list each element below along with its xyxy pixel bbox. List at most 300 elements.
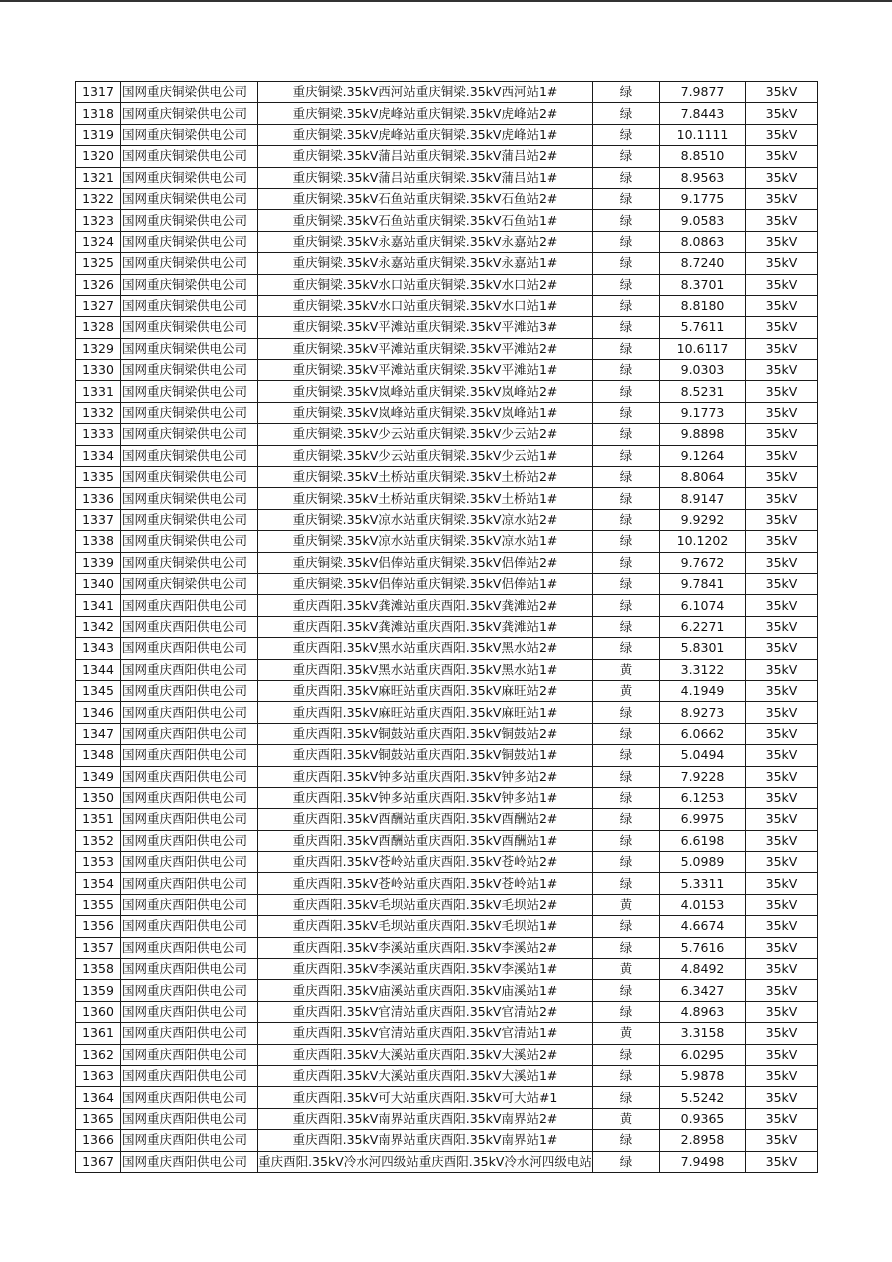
cell-voltage: 35kV — [746, 659, 818, 680]
cell-voltage: 35kV — [746, 231, 818, 252]
station-name-text: 重庆铜梁.35kV凉水站重庆铜梁.35kV凉水站2# — [292, 512, 558, 527]
table-row — [76, 1108, 818, 1129]
table-row — [76, 1023, 818, 1044]
table-row — [76, 124, 818, 145]
table-row — [76, 402, 818, 423]
cell-alert-level: 绿 — [593, 488, 660, 509]
cell-company: 国网重庆铜梁供电公司 — [121, 338, 258, 359]
cell-serial-no: 1331 — [76, 381, 121, 402]
cell-station — [258, 1087, 593, 1108]
cell-voltage: 35kV — [746, 595, 818, 616]
cell-station — [258, 338, 593, 359]
cell-value: 3.3158 — [660, 1023, 746, 1044]
cell-alert-level: 绿 — [593, 809, 660, 830]
cell-serial-no: 1338 — [76, 531, 121, 552]
cell-alert-level: 黄 — [593, 680, 660, 701]
cell-company: 国网重庆酉阳供电公司 — [121, 616, 258, 637]
cell-alert-level: 绿 — [593, 338, 660, 359]
cell-company: 国网重庆铜梁供电公司 — [121, 146, 258, 167]
cell-station — [258, 1001, 593, 1022]
cell-station — [258, 103, 593, 124]
cell-voltage: 35kV — [746, 894, 818, 915]
cell-company: 国网重庆铜梁供电公司 — [121, 467, 258, 488]
cell-company: 国网重庆酉阳供电公司 — [121, 980, 258, 1001]
cell-voltage: 35kV — [746, 702, 818, 723]
cell-serial-no: 1367 — [76, 1151, 121, 1172]
cell-value: 5.3311 — [660, 873, 746, 894]
cell-voltage: 35kV — [746, 852, 818, 873]
cell-company: 国网重庆酉阳供电公司 — [121, 809, 258, 830]
cell-value: 5.7616 — [660, 937, 746, 958]
station-name-text: 重庆铜梁.35kV永嘉站重庆铜梁.35kV永嘉站2# — [292, 233, 558, 249]
station-name-text: 重庆酉阳.35kV可大站重庆酉阳.35kV可大站#1 — [292, 1089, 558, 1105]
cell-company: 国网重庆铜梁供电公司 — [121, 231, 258, 252]
cell-company: 国网重庆酉阳供电公司 — [121, 959, 258, 980]
table-row — [76, 787, 818, 808]
cell-station — [258, 723, 593, 744]
cell-voltage: 35kV — [746, 1044, 818, 1065]
station-name-text: 重庆铜梁.35kV少云站重庆铜梁.35kV少云站2# — [292, 426, 558, 442]
cell-company: 国网重庆酉阳供电公司 — [121, 1151, 258, 1172]
cell-serial-no: 1328 — [76, 317, 121, 338]
cell-station — [258, 937, 593, 958]
cell-voltage: 35kV — [746, 937, 818, 958]
station-name-text: 重庆酉阳.35kV龚滩站重庆酉阳.35kV龚滩站2# — [292, 597, 558, 613]
cell-serial-no: 1326 — [76, 274, 121, 295]
cell-value: 4.1949 — [660, 680, 746, 701]
cell-station — [258, 1108, 593, 1129]
cell-serial-no: 1334 — [76, 445, 121, 466]
station-name-text: 重庆铜梁.35kV土桥站重庆铜梁.35kV土桥站1# — [292, 490, 558, 506]
cell-value: 5.0989 — [660, 852, 746, 873]
cell-company: 国网重庆酉阳供电公司 — [121, 1087, 258, 1108]
cell-company: 国网重庆酉阳供电公司 — [121, 638, 258, 659]
cell-station — [258, 274, 593, 295]
cell-alert-level: 绿 — [593, 445, 660, 466]
table-row — [76, 616, 818, 637]
cell-serial-no: 1350 — [76, 787, 121, 808]
cell-voltage: 35kV — [746, 488, 818, 509]
cell-station — [258, 809, 593, 830]
station-name-text: 重庆酉阳.35kV钟多站重庆酉阳.35kV钟多站1# — [292, 790, 558, 806]
cell-voltage: 35kV — [746, 809, 818, 830]
cell-station — [258, 531, 593, 552]
table-row — [76, 766, 818, 787]
cell-company: 国网重庆铜梁供电公司 — [121, 509, 258, 530]
cell-serial-no: 1341 — [76, 595, 121, 616]
cell-voltage: 35kV — [746, 1001, 818, 1022]
cell-voltage: 35kV — [746, 381, 818, 402]
station-name-text: 重庆铜梁.35kV水口站重庆铜梁.35kV水口站2# — [292, 276, 558, 292]
cell-company: 国网重庆酉阳供电公司 — [121, 852, 258, 873]
cell-value: 8.3701 — [660, 274, 746, 295]
cell-alert-level: 绿 — [593, 1087, 660, 1108]
cell-company: 国网重庆铜梁供电公司 — [121, 531, 258, 552]
cell-alert-level: 绿 — [593, 766, 660, 787]
station-name-text: 重庆酉阳.35kV大溪站重庆酉阳.35kV大溪站1# — [292, 1068, 558, 1084]
table-row — [76, 1001, 818, 1022]
cell-serial-no: 1351 — [76, 809, 121, 830]
cell-serial-no: 1335 — [76, 467, 121, 488]
cell-voltage: 35kV — [746, 424, 818, 445]
cell-station — [258, 146, 593, 167]
cell-serial-no: 1364 — [76, 1087, 121, 1108]
cell-company: 国网重庆酉阳供电公司 — [121, 830, 258, 851]
table-row — [76, 809, 818, 830]
cell-voltage: 35kV — [746, 723, 818, 744]
cell-value: 4.0153 — [660, 894, 746, 915]
cell-voltage: 35kV — [746, 531, 818, 552]
table-row — [76, 702, 818, 723]
cell-alert-level: 绿 — [593, 916, 660, 937]
station-name-text: 重庆铜梁.35kV土桥站重庆铜梁.35kV土桥站2# — [292, 469, 558, 485]
cell-company: 国网重庆酉阳供电公司 — [121, 659, 258, 680]
cell-alert-level: 黄 — [593, 1108, 660, 1129]
cell-company: 国网重庆酉阳供电公司 — [121, 1044, 258, 1065]
cell-serial-no: 1354 — [76, 873, 121, 894]
cell-station — [258, 638, 593, 659]
cell-company: 国网重庆铜梁供电公司 — [121, 573, 258, 594]
station-name-text: 重庆酉阳.35kV铜鼓站重庆酉阳.35kV铜鼓站1# — [292, 747, 558, 763]
table-row — [76, 253, 818, 274]
cell-value: 6.9975 — [660, 809, 746, 830]
cell-company: 国网重庆酉阳供电公司 — [121, 937, 258, 958]
cell-serial-no: 1349 — [76, 766, 121, 787]
cell-station — [258, 82, 593, 103]
cell-company: 国网重庆铜梁供电公司 — [121, 381, 258, 402]
cell-alert-level: 绿 — [593, 231, 660, 252]
station-name-text: 重庆铜梁.35kV蒲吕站重庆铜梁.35kV蒲吕站1# — [292, 169, 558, 185]
station-name-text: 重庆酉阳.35kV南界站重庆酉阳.35kV南界站2# — [292, 1110, 558, 1126]
cell-value: 8.9147 — [660, 488, 746, 509]
cell-value: 5.9878 — [660, 1065, 746, 1086]
cell-value: 9.0583 — [660, 210, 746, 231]
table-row — [76, 295, 818, 316]
cell-voltage: 35kV — [746, 338, 818, 359]
station-name-text: 重庆酉阳.35kV麻旺站重庆酉阳.35kV麻旺站2# — [292, 683, 558, 699]
cell-value: 7.8443 — [660, 103, 746, 124]
cell-serial-no: 1356 — [76, 916, 121, 937]
cell-alert-level: 绿 — [593, 167, 660, 188]
cell-station — [258, 980, 593, 1001]
cell-company: 国网重庆铜梁供电公司 — [121, 210, 258, 231]
station-name-text: 重庆铜梁.35kV少云站重庆铜梁.35kV少云站1# — [292, 447, 558, 463]
cell-voltage: 35kV — [746, 317, 818, 338]
table-row — [76, 488, 818, 509]
cell-station — [258, 659, 593, 680]
station-name-text: 重庆酉阳.35kV官清站重庆酉阳.35kV官清站2# — [292, 1003, 558, 1019]
cell-serial-no: 1346 — [76, 702, 121, 723]
cell-voltage: 35kV — [746, 680, 818, 701]
table-row — [76, 531, 818, 552]
station-name-text: 重庆酉阳.35kV毛坝站重庆酉阳.35kV毛坝站2# — [292, 897, 558, 913]
cell-station — [258, 894, 593, 915]
station-name-text: 重庆酉阳.35kV庙溪站重庆酉阳.35kV庙溪站1# — [292, 982, 558, 998]
cell-station — [258, 766, 593, 787]
cell-serial-no: 1360 — [76, 1001, 121, 1022]
cell-value: 9.1775 — [660, 188, 746, 209]
table-row — [76, 274, 818, 295]
cell-station — [258, 830, 593, 851]
cell-voltage: 35kV — [746, 616, 818, 637]
table-row — [76, 317, 818, 338]
cell-station — [258, 745, 593, 766]
table-row — [76, 210, 818, 231]
cell-alert-level: 绿 — [593, 124, 660, 145]
table-row — [76, 959, 818, 980]
cell-alert-level: 绿 — [593, 1130, 660, 1151]
cell-serial-no: 1319 — [76, 124, 121, 145]
station-name-text: 重庆酉阳.35kV麻旺站重庆酉阳.35kV麻旺站1# — [292, 704, 558, 720]
cell-value: 4.6674 — [660, 916, 746, 937]
station-name-text: 重庆酉阳.35kV毛坝站重庆酉阳.35kV毛坝站1# — [292, 918, 558, 934]
cell-alert-level: 绿 — [593, 1001, 660, 1022]
cell-serial-no: 1365 — [76, 1108, 121, 1129]
cell-alert-level: 绿 — [593, 616, 660, 637]
station-name-text: 重庆铜梁.35kV石鱼站重庆铜梁.35kV石鱼站2# — [292, 191, 558, 207]
cell-alert-level: 绿 — [593, 509, 660, 530]
cell-value: 2.8958 — [660, 1130, 746, 1151]
cell-company: 国网重庆铜梁供电公司 — [121, 360, 258, 381]
cell-voltage: 35kV — [746, 82, 818, 103]
cell-value: 10.6117 — [660, 338, 746, 359]
table-row — [76, 745, 818, 766]
table-row — [76, 360, 818, 381]
table-row — [76, 852, 818, 873]
cell-value: 4.8963 — [660, 1001, 746, 1022]
table-row — [76, 830, 818, 851]
cell-voltage: 35kV — [746, 124, 818, 145]
cell-alert-level: 黄 — [593, 959, 660, 980]
cell-serial-no: 1366 — [76, 1130, 121, 1151]
cell-voltage: 35kV — [746, 253, 818, 274]
cell-voltage: 35kV — [746, 552, 818, 573]
station-name-text: 重庆酉阳.35kV酉酬站重庆酉阳.35kV酉酬站1# — [292, 832, 558, 848]
station-name-text: 重庆酉阳.35kV黑水站重庆酉阳.35kV黑水站2# — [292, 640, 558, 656]
cell-value: 6.1074 — [660, 595, 746, 616]
cell-alert-level: 绿 — [593, 573, 660, 594]
cell-value: 6.6198 — [660, 830, 746, 851]
cell-serial-no: 1355 — [76, 894, 121, 915]
cell-voltage: 35kV — [746, 1087, 818, 1108]
cell-alert-level: 绿 — [593, 274, 660, 295]
cell-company: 国网重庆铜梁供电公司 — [121, 188, 258, 209]
cell-voltage: 35kV — [746, 188, 818, 209]
cell-alert-level: 绿 — [593, 146, 660, 167]
station-name-text: 重庆铜梁.35kV虎峰站重庆铜梁.35kV虎峰站2# — [292, 105, 558, 121]
cell-voltage: 35kV — [746, 210, 818, 231]
cell-station — [258, 124, 593, 145]
station-name-text: 重庆酉阳.35kV大溪站重庆酉阳.35kV大溪站2# — [292, 1046, 558, 1062]
cell-station — [258, 231, 593, 252]
cell-serial-no: 1333 — [76, 424, 121, 445]
table-row — [76, 146, 818, 167]
station-name-text: 重庆酉阳.35kV李溪站重庆酉阳.35kV李溪站2# — [292, 939, 558, 955]
cell-station — [258, 873, 593, 894]
cell-value: 9.1264 — [660, 445, 746, 466]
table-row — [76, 680, 818, 701]
station-name-text: 重庆铜梁.35kV平滩站重庆铜梁.35kV平滩站3# — [292, 319, 558, 335]
cell-station — [258, 916, 593, 937]
table-row — [76, 231, 818, 252]
cell-serial-no: 1363 — [76, 1065, 121, 1086]
station-name-text: 重庆铜梁.35kV凉水站重庆铜梁.35kV凉水站1# — [292, 533, 558, 549]
cell-alert-level: 绿 — [593, 723, 660, 744]
station-name-text: 重庆酉阳.35kV酉酬站重庆酉阳.35kV酉酬站2# — [292, 811, 558, 827]
cell-alert-level: 绿 — [593, 873, 660, 894]
table-row — [76, 338, 818, 359]
station-data-table — [75, 81, 818, 1173]
cell-alert-level: 绿 — [593, 317, 660, 338]
cell-company: 国网重庆铜梁供电公司 — [121, 82, 258, 103]
cell-station — [258, 317, 593, 338]
table-body — [76, 82, 818, 1173]
cell-value: 6.3427 — [660, 980, 746, 1001]
table-row — [76, 1087, 818, 1108]
cell-serial-no: 1318 — [76, 103, 121, 124]
cell-station — [258, 253, 593, 274]
cell-value: 8.9273 — [660, 702, 746, 723]
table-row — [76, 916, 818, 937]
cell-value: 6.0295 — [660, 1044, 746, 1065]
cell-company: 国网重庆酉阳供电公司 — [121, 723, 258, 744]
table-row — [76, 509, 818, 530]
cell-serial-no: 1332 — [76, 402, 121, 423]
cell-station — [258, 381, 593, 402]
cell-alert-level: 绿 — [593, 103, 660, 124]
cell-alert-level: 绿 — [593, 381, 660, 402]
cell-voltage: 35kV — [746, 295, 818, 316]
cell-serial-no: 1344 — [76, 659, 121, 680]
cell-voltage: 35kV — [746, 402, 818, 423]
cell-value: 6.2271 — [660, 616, 746, 637]
cell-alert-level: 绿 — [593, 638, 660, 659]
cell-serial-no: 1352 — [76, 830, 121, 851]
cell-alert-level: 绿 — [593, 295, 660, 316]
cell-voltage: 35kV — [746, 745, 818, 766]
cell-voltage: 35kV — [746, 1023, 818, 1044]
cell-station — [258, 210, 593, 231]
cell-station — [258, 1130, 593, 1151]
cell-serial-no: 1321 — [76, 167, 121, 188]
cell-alert-level: 绿 — [593, 210, 660, 231]
cell-alert-level: 绿 — [593, 595, 660, 616]
table-row — [76, 1130, 818, 1151]
cell-alert-level: 绿 — [593, 787, 660, 808]
cell-alert-level: 黄 — [593, 894, 660, 915]
cell-value: 8.0863 — [660, 231, 746, 252]
cell-company: 国网重庆酉阳供电公司 — [121, 873, 258, 894]
cell-station — [258, 573, 593, 594]
cell-serial-no: 1358 — [76, 959, 121, 980]
cell-company: 国网重庆铜梁供电公司 — [121, 445, 258, 466]
cell-company: 国网重庆酉阳供电公司 — [121, 1001, 258, 1022]
cell-serial-no: 1320 — [76, 146, 121, 167]
cell-company: 国网重庆铜梁供电公司 — [121, 167, 258, 188]
cell-company: 国网重庆酉阳供电公司 — [121, 702, 258, 723]
cell-value: 9.8898 — [660, 424, 746, 445]
table-row — [76, 381, 818, 402]
cell-alert-level: 黄 — [593, 1023, 660, 1044]
cell-serial-no: 1322 — [76, 188, 121, 209]
station-name-text: 重庆铜梁.35kV蒲吕站重庆铜梁.35kV蒲吕站2# — [292, 148, 558, 164]
cell-value: 8.7240 — [660, 253, 746, 274]
station-name-text: 重庆铜梁.35kV平滩站重庆铜梁.35kV平滩站2# — [292, 340, 558, 356]
cell-company: 国网重庆铜梁供电公司 — [121, 317, 258, 338]
cell-voltage: 35kV — [746, 638, 818, 659]
cell-station — [258, 702, 593, 723]
cell-value: 9.7841 — [660, 573, 746, 594]
cell-serial-no: 1340 — [76, 573, 121, 594]
station-name-text: 重庆酉阳.35kV冷水河四级站重庆酉阳.35kV冷水河四级电站 — [258, 1153, 592, 1169]
cell-station — [258, 1151, 593, 1172]
cell-voltage: 35kV — [746, 103, 818, 124]
table-row — [76, 1151, 818, 1172]
table-row — [76, 937, 818, 958]
cell-serial-no: 1347 — [76, 723, 121, 744]
station-name-text: 重庆铜梁.35kV岚峰站重庆铜梁.35kV岚峰站2# — [292, 383, 558, 399]
cell-voltage: 35kV — [746, 509, 818, 530]
cell-station — [258, 445, 593, 466]
station-name-text: 重庆酉阳.35kV龚滩站重庆酉阳.35kV龚滩站1# — [292, 618, 558, 634]
cell-voltage: 35kV — [746, 916, 818, 937]
cell-alert-level: 绿 — [593, 745, 660, 766]
cell-serial-no: 1348 — [76, 745, 121, 766]
cell-value: 3.3122 — [660, 659, 746, 680]
station-name-text: 重庆铜梁.35kV平滩站重庆铜梁.35kV平滩站1# — [292, 362, 558, 378]
cell-voltage: 35kV — [746, 980, 818, 1001]
cell-alert-level: 绿 — [593, 467, 660, 488]
cell-value: 5.8301 — [660, 638, 746, 659]
cell-alert-level: 黄 — [593, 659, 660, 680]
cell-company: 国网重庆酉阳供电公司 — [121, 745, 258, 766]
cell-value: 9.7672 — [660, 552, 746, 573]
cell-value: 6.1253 — [660, 787, 746, 808]
cell-station — [258, 959, 593, 980]
cell-station — [258, 787, 593, 808]
cell-serial-no: 1323 — [76, 210, 121, 231]
cell-company: 国网重庆酉阳供电公司 — [121, 1065, 258, 1086]
cell-voltage: 35kV — [746, 787, 818, 808]
cell-serial-no: 1317 — [76, 82, 121, 103]
cell-station — [258, 188, 593, 209]
cell-value: 9.1773 — [660, 402, 746, 423]
cell-company: 国网重庆酉阳供电公司 — [121, 1023, 258, 1044]
cell-station — [258, 616, 593, 637]
table-row — [76, 980, 818, 1001]
cell-value: 10.1202 — [660, 531, 746, 552]
table-row — [76, 167, 818, 188]
cell-voltage: 35kV — [746, 146, 818, 167]
cell-company: 国网重庆酉阳供电公司 — [121, 1130, 258, 1151]
cell-voltage: 35kV — [746, 766, 818, 787]
cell-value: 9.9292 — [660, 509, 746, 530]
cell-serial-no: 1362 — [76, 1044, 121, 1065]
table-row — [76, 188, 818, 209]
cell-serial-no: 1361 — [76, 1023, 121, 1044]
cell-station — [258, 852, 593, 873]
cell-serial-no: 1342 — [76, 616, 121, 637]
station-name-text: 重庆铜梁.35kV西河站重庆铜梁.35kV西河站1# — [292, 84, 558, 100]
cell-station — [258, 295, 593, 316]
station-name-text: 重庆铜梁.35kV侣俸站重庆铜梁.35kV侣俸站1# — [292, 576, 558, 592]
cell-company: 国网重庆铜梁供电公司 — [121, 552, 258, 573]
cell-voltage: 35kV — [746, 467, 818, 488]
cell-serial-no: 1353 — [76, 852, 121, 873]
cell-serial-no: 1345 — [76, 680, 121, 701]
cell-value: 5.7611 — [660, 317, 746, 338]
cell-company: 国网重庆铜梁供电公司 — [121, 274, 258, 295]
